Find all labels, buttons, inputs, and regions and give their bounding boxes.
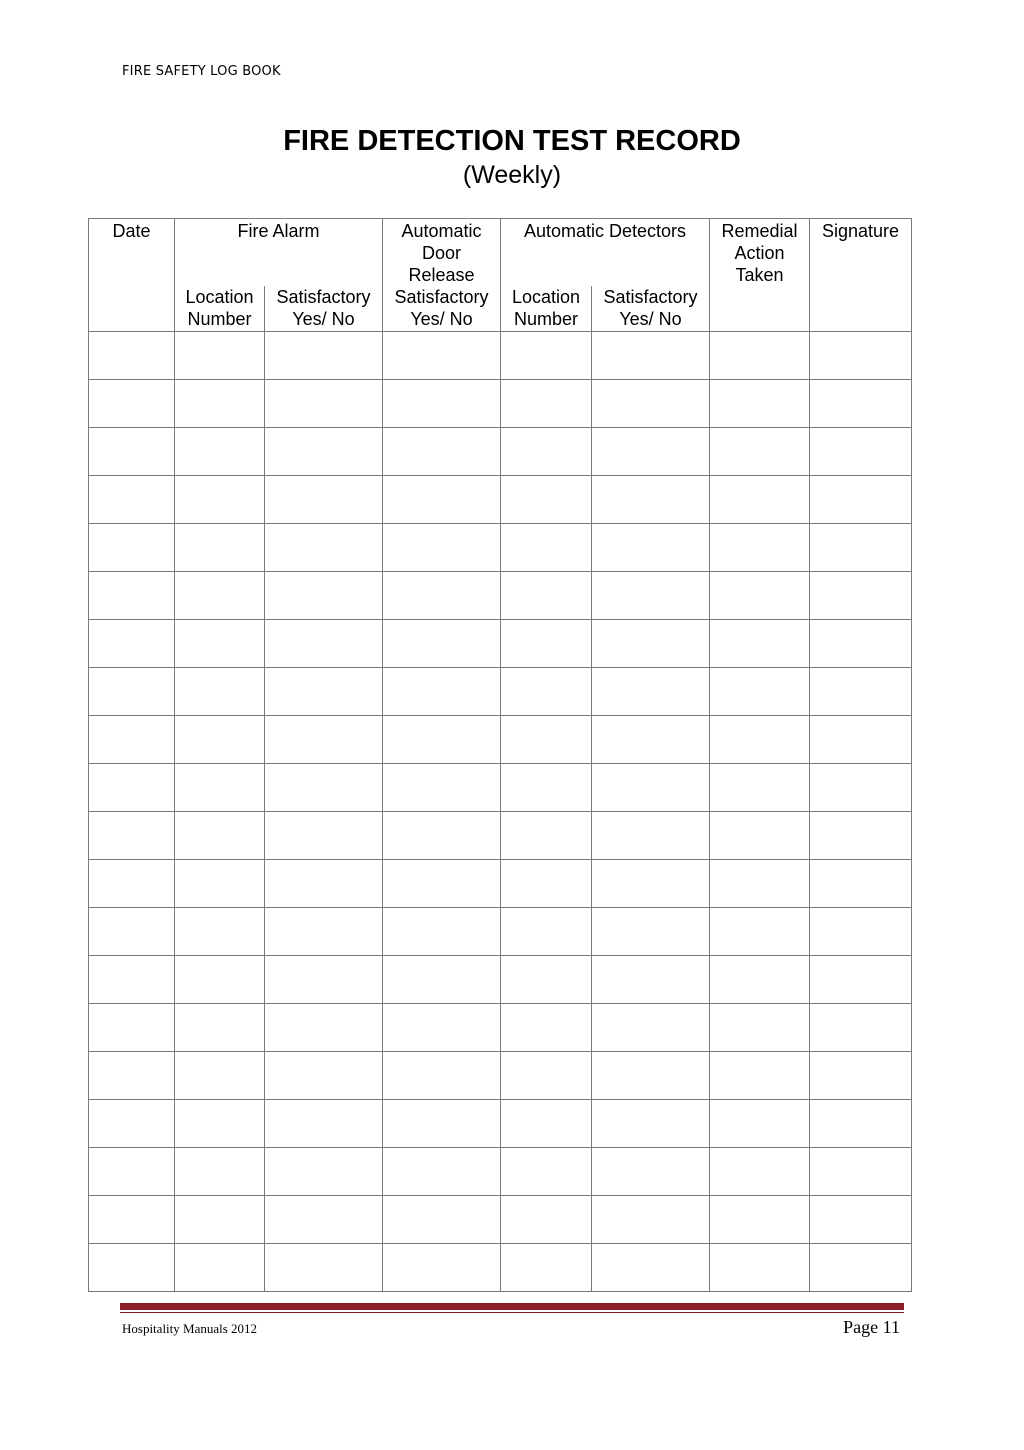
cell-date[interactable] xyxy=(89,1051,175,1099)
cell-fa-location[interactable] xyxy=(175,427,265,475)
table-row xyxy=(89,859,912,907)
cell-fa-satisfactory[interactable] xyxy=(265,331,383,379)
cell-fa-location[interactable] xyxy=(175,1099,265,1147)
table-row xyxy=(89,763,912,811)
cell-ad-location[interactable] xyxy=(501,523,592,571)
cell-date[interactable] xyxy=(89,1147,175,1195)
cell-dr-satisfactory[interactable] xyxy=(383,859,501,907)
cell-remedial-action[interactable] xyxy=(710,763,810,811)
cell-ad-location[interactable] xyxy=(501,811,592,859)
table-row xyxy=(89,955,912,1003)
cell-date[interactable] xyxy=(89,523,175,571)
cell-remedial-action[interactable] xyxy=(710,619,810,667)
cell-date[interactable] xyxy=(89,571,175,619)
cell-date[interactable] xyxy=(89,1099,175,1147)
col-header-ad-location xyxy=(501,286,592,331)
dr-satisfactory-line-1: Satisfactory xyxy=(394,287,489,307)
col-header-date: Date xyxy=(89,219,175,332)
table-row xyxy=(89,1147,912,1195)
cell-ad-location[interactable] xyxy=(501,1099,592,1147)
table-row xyxy=(89,571,912,619)
cell-fa-satisfactory[interactable] xyxy=(265,1051,383,1099)
cell-dr-satisfactory[interactable] xyxy=(383,763,501,811)
cell-remedial-action[interactable] xyxy=(710,667,810,715)
cell-ad-location[interactable] xyxy=(501,571,592,619)
cell-signature[interactable] xyxy=(810,763,912,811)
cell-signature[interactable] xyxy=(810,619,912,667)
cell-ad-satisfactory[interactable] xyxy=(592,1195,710,1243)
cell-fa-location[interactable] xyxy=(175,1051,265,1099)
cell-ad-location[interactable] xyxy=(501,667,592,715)
cell-date[interactable] xyxy=(89,619,175,667)
remedial-line-2: Action xyxy=(734,243,785,263)
cell-signature[interactable] xyxy=(810,427,912,475)
cell-fa-satisfactory[interactable] xyxy=(265,619,383,667)
cell-fa-location[interactable] xyxy=(175,1243,265,1291)
cell-remedial-action[interactable] xyxy=(710,715,810,763)
cell-signature[interactable] xyxy=(810,955,912,1003)
cell-dr-satisfactory[interactable] xyxy=(383,571,501,619)
cell-fa-location[interactable] xyxy=(175,811,265,859)
cell-fa-satisfactory[interactable] xyxy=(265,859,383,907)
cell-signature[interactable] xyxy=(810,1243,912,1291)
cell-fa-location[interactable] xyxy=(175,859,265,907)
cell-ad-location[interactable] xyxy=(501,715,592,763)
fa-satisfactory-line-2: Yes/ No xyxy=(292,309,355,329)
cell-remedial-action[interactable] xyxy=(710,571,810,619)
page-subtitle: (Weekly) xyxy=(462,161,562,189)
cell-remedial-action[interactable] xyxy=(710,811,810,859)
cell-remedial-action[interactable] xyxy=(710,1147,810,1195)
cell-signature[interactable] xyxy=(810,859,912,907)
cell-ad-satisfactory[interactable] xyxy=(592,619,710,667)
cell-signature[interactable] xyxy=(810,1147,912,1195)
cell-ad-satisfactory[interactable] xyxy=(592,1147,710,1195)
cell-dr-satisfactory[interactable] xyxy=(383,1195,501,1243)
cell-ad-location[interactable] xyxy=(501,763,592,811)
cell-dr-satisfactory[interactable] xyxy=(383,1243,501,1291)
cell-fa-satisfactory[interactable] xyxy=(265,667,383,715)
cell-date[interactable] xyxy=(89,715,175,763)
cell-fa-satisfactory[interactable] xyxy=(265,1003,383,1051)
cell-ad-location[interactable] xyxy=(501,619,592,667)
cell-remedial-action[interactable] xyxy=(710,379,810,427)
cell-remedial-action[interactable] xyxy=(710,859,810,907)
cell-ad-location[interactable] xyxy=(501,859,592,907)
remedial-line-3: Taken xyxy=(735,265,784,285)
col-header-ad-satisfactory xyxy=(592,286,710,331)
cell-fa-satisfactory[interactable] xyxy=(265,523,383,571)
cell-fa-location[interactable] xyxy=(175,619,265,667)
cell-date[interactable] xyxy=(89,955,175,1003)
running-header: FIRE SAFETY LOG BOOK xyxy=(122,64,281,79)
cell-ad-satisfactory[interactable] xyxy=(592,1243,710,1291)
cell-fa-satisfactory[interactable] xyxy=(265,475,383,523)
cell-signature[interactable] xyxy=(810,1051,912,1099)
cell-dr-satisfactory[interactable] xyxy=(383,379,501,427)
cell-dr-satisfactory[interactable] xyxy=(383,475,501,523)
cell-fa-satisfactory[interactable] xyxy=(265,1147,383,1195)
cell-fa-location[interactable] xyxy=(175,715,265,763)
cell-fa-satisfactory[interactable] xyxy=(265,811,383,859)
cell-date[interactable] xyxy=(89,1243,175,1291)
cell-ad-location[interactable] xyxy=(501,379,592,427)
cell-ad-satisfactory[interactable] xyxy=(592,571,710,619)
table-row xyxy=(89,811,912,859)
cell-signature[interactable] xyxy=(810,523,912,571)
table-row xyxy=(89,907,912,955)
cell-remedial-action[interactable] xyxy=(710,907,810,955)
cell-fa-location[interactable] xyxy=(175,763,265,811)
ad-location-line-1: Location xyxy=(511,287,581,307)
cell-fa-location[interactable] xyxy=(175,379,265,427)
cell-ad-location[interactable] xyxy=(501,475,592,523)
footer-rule xyxy=(120,1303,904,1310)
table-row xyxy=(89,1195,912,1243)
cell-fa-location[interactable] xyxy=(175,1147,265,1195)
cell-fa-location[interactable] xyxy=(175,571,265,619)
cell-ad-location[interactable] xyxy=(501,331,592,379)
cell-fa-satisfactory[interactable] xyxy=(265,1195,383,1243)
cell-ad-location[interactable] xyxy=(501,907,592,955)
ad-satisfactory-line-2: Yes/ No xyxy=(619,309,682,329)
cell-dr-satisfactory[interactable] xyxy=(383,1099,501,1147)
cell-date[interactable] xyxy=(89,1003,175,1051)
cell-fa-satisfactory[interactable] xyxy=(265,907,383,955)
cell-signature[interactable] xyxy=(810,1003,912,1051)
table-row xyxy=(89,331,912,379)
cell-signature[interactable] xyxy=(810,811,912,859)
cell-ad-satisfactory[interactable] xyxy=(592,1051,710,1099)
cell-remedial-action[interactable] xyxy=(710,1195,810,1243)
cell-date[interactable] xyxy=(89,427,175,475)
cell-date[interactable] xyxy=(89,811,175,859)
cell-ad-satisfactory[interactable] xyxy=(592,523,710,571)
col-header-automatic-detectors: Automatic Detectors xyxy=(501,219,710,287)
cell-fa-satisfactory[interactable] xyxy=(265,715,383,763)
cell-fa-location[interactable] xyxy=(175,475,265,523)
cell-date[interactable] xyxy=(89,475,175,523)
dr-satisfactory-line-2: Yes/ No xyxy=(410,309,473,329)
cell-date[interactable] xyxy=(89,379,175,427)
cell-remedial-action[interactable] xyxy=(710,475,810,523)
table-row xyxy=(89,379,912,427)
col-header-fa-satisfactory xyxy=(265,286,383,331)
cell-ad-satisfactory[interactable] xyxy=(592,955,710,1003)
cell-ad-location[interactable] xyxy=(501,1003,592,1051)
cell-fa-satisfactory[interactable] xyxy=(265,1243,383,1291)
cell-remedial-action[interactable] xyxy=(710,523,810,571)
col-header-signature: Signature xyxy=(810,219,912,332)
ad-satisfactory-line-1: Satisfactory xyxy=(603,287,698,307)
cell-date[interactable] xyxy=(89,763,175,811)
cell-fa-satisfactory[interactable] xyxy=(265,955,383,1003)
cell-dr-satisfactory[interactable] xyxy=(383,1051,501,1099)
remedial-line-1: Remedial xyxy=(721,221,798,241)
cell-signature[interactable] xyxy=(810,1099,912,1147)
table-row xyxy=(89,523,912,571)
cell-signature[interactable] xyxy=(810,1195,912,1243)
cell-dr-satisfactory[interactable] xyxy=(383,1147,501,1195)
fa-location-line-1: Location xyxy=(185,287,254,307)
cell-date[interactable] xyxy=(89,1195,175,1243)
cell-signature[interactable] xyxy=(810,571,912,619)
cell-ad-location[interactable] xyxy=(501,955,592,1003)
cell-date[interactable] xyxy=(89,331,175,379)
door-release-line-2: Door xyxy=(422,243,462,263)
fire-detection-log-table xyxy=(88,218,912,1292)
cell-dr-satisfactory[interactable] xyxy=(383,331,501,379)
fa-location-line-2: Number xyxy=(187,309,252,329)
cell-ad-location[interactable] xyxy=(501,427,592,475)
table-row xyxy=(89,1099,912,1147)
cell-remedial-action[interactable] xyxy=(710,1243,810,1291)
cell-date[interactable] xyxy=(89,907,175,955)
cell-ad-satisfactory[interactable] xyxy=(592,1099,710,1147)
cell-dr-satisfactory[interactable] xyxy=(383,427,501,475)
cell-ad-location[interactable] xyxy=(501,1051,592,1099)
cell-fa-location[interactable] xyxy=(175,1195,265,1243)
table-row xyxy=(89,715,912,763)
cell-remedial-action[interactable] xyxy=(710,1099,810,1147)
table-row xyxy=(89,667,912,715)
cell-remedial-action[interactable] xyxy=(710,331,810,379)
table-row xyxy=(89,1243,912,1291)
cell-ad-satisfactory[interactable] xyxy=(592,427,710,475)
col-header-door-release xyxy=(383,219,501,287)
col-header-dr-satisfactory xyxy=(383,286,501,331)
log-body xyxy=(89,331,912,1291)
cell-date[interactable] xyxy=(89,859,175,907)
cell-fa-location[interactable] xyxy=(175,1003,265,1051)
cell-dr-satisfactory[interactable] xyxy=(383,811,501,859)
door-release-line-3: Release xyxy=(408,265,475,285)
table-row xyxy=(89,619,912,667)
cell-ad-satisfactory[interactable] xyxy=(592,667,710,715)
table-row xyxy=(89,475,912,523)
cell-dr-satisfactory[interactable] xyxy=(383,715,501,763)
cell-fa-location[interactable] xyxy=(175,907,265,955)
cell-ad-satisfactory[interactable] xyxy=(592,379,710,427)
cell-fa-location[interactable] xyxy=(175,331,265,379)
col-header-fire-alarm: Fire Alarm xyxy=(175,219,383,287)
cell-signature[interactable] xyxy=(810,907,912,955)
cell-dr-satisfactory[interactable] xyxy=(383,907,501,955)
cell-ad-satisfactory[interactable] xyxy=(592,331,710,379)
cell-remedial-action[interactable] xyxy=(710,427,810,475)
cell-ad-satisfactory[interactable] xyxy=(592,715,710,763)
cell-ad-satisfactory[interactable] xyxy=(592,811,710,859)
cell-ad-satisfactory[interactable] xyxy=(592,907,710,955)
page-number: Page 11 xyxy=(843,1317,900,1337)
cell-signature[interactable] xyxy=(810,715,912,763)
cell-fa-location[interactable] xyxy=(175,523,265,571)
fa-satisfactory-line-1: Satisfactory xyxy=(276,287,371,307)
cell-date[interactable] xyxy=(89,667,175,715)
cell-remedial-action[interactable] xyxy=(710,1051,810,1099)
page-title: FIRE DETECTION TEST RECORD xyxy=(283,125,741,157)
cell-fa-location[interactable] xyxy=(175,667,265,715)
cell-signature[interactable] xyxy=(810,667,912,715)
cell-signature[interactable] xyxy=(810,379,912,427)
cell-ad-location[interactable] xyxy=(501,1147,592,1195)
cell-fa-satisfactory[interactable] xyxy=(265,571,383,619)
cell-remedial-action[interactable] xyxy=(710,955,810,1003)
cell-fa-satisfactory[interactable] xyxy=(265,379,383,427)
door-release-line-1: Automatic xyxy=(401,221,482,241)
cell-signature[interactable] xyxy=(810,475,912,523)
cell-dr-satisfactory[interactable] xyxy=(383,619,501,667)
cell-dr-satisfactory[interactable] xyxy=(383,667,501,715)
cell-dr-satisfactory[interactable] xyxy=(383,1003,501,1051)
cell-ad-satisfactory[interactable] xyxy=(592,859,710,907)
table-row xyxy=(89,1051,912,1099)
table-row xyxy=(89,427,912,475)
ad-location-line-2: Number xyxy=(514,309,579,329)
cell-signature[interactable] xyxy=(810,331,912,379)
cell-ad-location[interactable] xyxy=(501,1243,592,1291)
cell-fa-satisfactory[interactable] xyxy=(265,763,383,811)
cell-fa-satisfactory[interactable] xyxy=(265,1099,383,1147)
cell-dr-satisfactory[interactable] xyxy=(383,523,501,571)
cell-dr-satisfactory[interactable] xyxy=(383,955,501,1003)
cell-ad-location[interactable] xyxy=(501,1195,592,1243)
cell-ad-satisfactory[interactable] xyxy=(592,1003,710,1051)
col-header-remedial-action xyxy=(710,219,810,332)
footer-publisher: Hospitality Manuals 2012 xyxy=(122,1321,258,1336)
table-row xyxy=(89,1003,912,1051)
cell-remedial-action[interactable] xyxy=(710,1003,810,1051)
cell-ad-satisfactory[interactable] xyxy=(592,763,710,811)
header-row-main xyxy=(89,219,912,287)
footer-rule-thin xyxy=(120,1312,904,1313)
cell-ad-satisfactory[interactable] xyxy=(592,475,710,523)
cell-fa-location[interactable] xyxy=(175,955,265,1003)
col-header-fa-location xyxy=(175,286,265,331)
cell-fa-satisfactory[interactable] xyxy=(265,427,383,475)
